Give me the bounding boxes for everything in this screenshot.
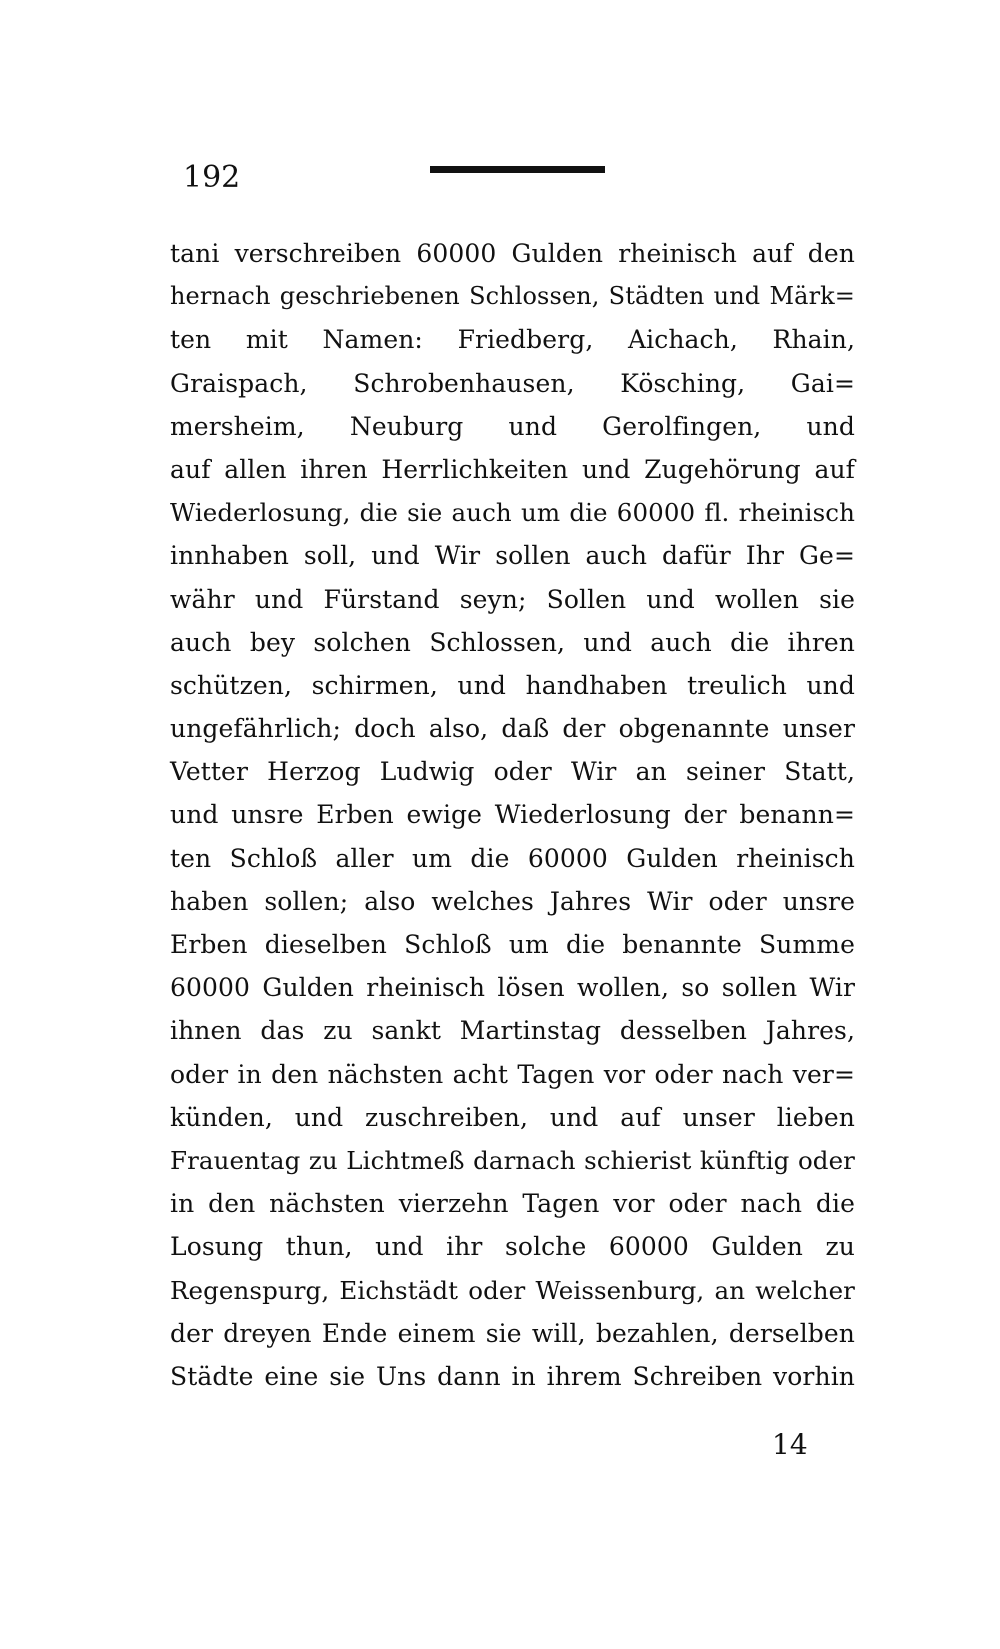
header-rule — [430, 166, 605, 173]
text-line: auf allen ihren Herrlichkeiten und Zugehörung auf — [170, 454, 855, 484]
text-line: mersheim, Neuburg und Gerolfingen, und — [170, 411, 855, 441]
text-line: schützen, schirmen, und handhaben treulich und — [170, 670, 855, 700]
text-line: ten mit Namen: Friedberg, Aichach, Rhain, — [170, 325, 855, 355]
text-line: Regenspurg, Eichstädt oder Weissenburg, an welcher — [170, 1275, 855, 1305]
text-line: Vetter Herzog Ludwig oder Wir an seiner Statt, — [170, 757, 855, 787]
text-line: ten Schloß aller um die 60000 Gulden rheinisch — [170, 843, 855, 873]
text-line: oder in den nächsten acht Tagen vor oder nach ver= — [170, 1059, 855, 1089]
text-line: tani verschreiben 60000 Gulden rheinisch auf den — [170, 239, 855, 268]
text-line: Losung thun, und ihr solche 60000 Gulden zu — [170, 1232, 855, 1262]
text-line: künden, und zuschreiben, und auf unser lieben — [170, 1102, 855, 1132]
text-line: 60000 Gulden rheinisch lösen wollen, so sollen Wir — [170, 973, 855, 1003]
text-line: Graispach, Schrobenhausen, Kösching, Gai= — [170, 368, 855, 398]
text-line: haben sollen; also welches Jahres Wir oder unsre — [170, 886, 855, 916]
text-line: in den nächsten vierzehn Tagen vor oder nach die — [170, 1189, 855, 1219]
text-line: ungefährlich; doch also, daß der obgenannte unser — [170, 714, 855, 744]
text-line: hernach geschriebenen Schlossen, Städten und Märk= — [170, 282, 855, 311]
body-text — [170, 232, 855, 1398]
text-line: ihnen das zu sankt Martinstag desselben Jahres, — [170, 1016, 855, 1046]
text-line: der dreyen Ende einem sie will, bezahlen, derselben — [170, 1318, 855, 1348]
text-line: währ und Fürstand seyn; Sollen und wollen sie — [170, 584, 855, 614]
text-line: Erben dieselben Schloß um die benannte Summe — [170, 930, 855, 959]
text-line: auch bey solchen Schlossen, und auch die ihren — [170, 627, 855, 657]
text-line: Frauentag zu Lichtmeß darnach schierist künftig oder — [170, 1145, 855, 1175]
text-line: und unsre Erben ewige Wiederlosung der benann= — [170, 800, 855, 830]
signature-mark: 14 — [772, 1428, 808, 1461]
text-line: Wiederlosung, die sie auch um die 60000 fl. rheinisch — [170, 498, 855, 528]
text-line: Städte eine sie Uns dann in ihrem Schreiben vorhin — [170, 1361, 855, 1391]
text-line: innhaben soll, und Wir sollen auch dafür Ihr Ge= — [170, 541, 855, 571]
page-number: 192 — [183, 160, 241, 195]
